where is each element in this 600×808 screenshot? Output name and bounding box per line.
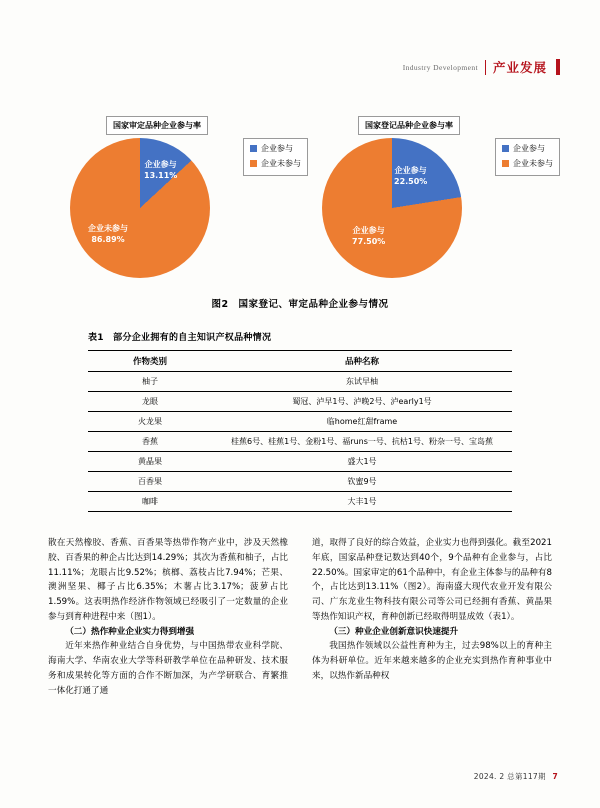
table-cell-variety: 蜀冠、泸早1号、泸晚2号、泸early1号	[212, 392, 512, 412]
table-row	[88, 412, 512, 432]
table-cell-variety: 东试早柚	[212, 372, 512, 392]
paragraph: 道，取得了良好的综合效益，企业实力也得到强化。截至2021年底，国家品种登记数达到40个，9个品种有企业参与，占比22.50%。国家审定的61个品种中，有企业主体参与的品种有8个，占比达到13.11%（图2）。海南盛大现代农业开发有限公司、广东龙业生物科技有限公司等公司已经拥有香蕉、黄晶果等热作知识产权，育种创新已经取得明显成效（表1）。	[312, 538, 552, 622]
page-header	[403, 58, 560, 76]
legend-item-nonparticipating-2	[502, 158, 553, 169]
table-row	[88, 432, 512, 452]
pie-left	[70, 138, 210, 278]
table-cell-category: 香蕉	[88, 432, 212, 452]
table-row	[88, 452, 512, 472]
legend-item-participating-2	[502, 143, 553, 154]
table-row	[88, 472, 512, 492]
pie-right-slice-label-participating: 企业参与 22.50%	[394, 166, 428, 186]
legend-left	[243, 138, 308, 176]
legend-swatch-orange-icon	[502, 160, 509, 167]
varieties-table	[88, 350, 512, 512]
table-header-variety: 品种名称	[212, 351, 512, 372]
body-text	[48, 536, 552, 756]
header-divider	[485, 60, 486, 75]
legend-label-participating-2: 企业参与	[513, 144, 545, 153]
table-row	[88, 392, 512, 412]
header-chinese-label: 产业发展	[492, 60, 547, 75]
footer-issue-label: 2024. 2 总第117期	[473, 772, 546, 781]
table-header-category: 作物类别	[88, 351, 212, 372]
legend-label-nonparticipating-2: 企业未参与	[513, 159, 553, 168]
pie-right-slice-label-nonparticipating: 企业参与 77.50%	[352, 226, 386, 246]
page-footer	[474, 771, 558, 782]
table-caption: 表1 部分企业拥有的自主知识产权品种情况	[88, 333, 272, 343]
legend-swatch-blue-icon	[502, 145, 509, 152]
pie-left-slice-label-nonparticipating: 企业未参与 86.89%	[88, 224, 128, 244]
legend-item-nonparticipating	[250, 158, 301, 169]
table-header-row	[88, 351, 512, 372]
chart-title-right: 国家登记品种企业参与率	[358, 116, 460, 135]
pie-left-graphic	[70, 138, 210, 278]
section-heading: （三）种业企业创新意识快速提升	[329, 626, 459, 637]
header-english-label: Industry Development	[402, 62, 478, 72]
table-cell-category: 咖啡	[88, 492, 212, 512]
page-number: 7	[552, 772, 558, 781]
paragraph: 近年来热作种业结合自身优势，与中国热带农业科学院、海南大学、华南农业大学等科研教学单位在品种研发、技术服务和成果转化等方面的合作不断加深，为产学研联合、育繁推一体化打通了通	[48, 641, 288, 696]
table-cell-variety: 临home红甜frame	[212, 412, 512, 432]
table-cell-category: 柚子	[88, 372, 212, 392]
chart-national-registered	[300, 108, 560, 288]
header-accent-bar	[556, 59, 560, 75]
table-cell-category: 龙眼	[88, 392, 212, 412]
legend-swatch-orange-icon	[250, 160, 257, 167]
paragraph: 我国热作领域以公益性育种为主，过去98%以上的育种主体为科研单位。近年来越来越多的企业充实到热作育种事业中来，以热作新品种权	[312, 641, 552, 682]
table-cell-category: 火龙果	[88, 412, 212, 432]
legend-swatch-blue-icon	[250, 145, 257, 152]
pie-right	[322, 138, 462, 278]
table-cell-variety: 桂蕉6号、桂蕉1号、金粉1号、福runs一号、抗枯1号、粉杂一号、宝岛蕉	[212, 432, 512, 452]
table-row	[88, 372, 512, 392]
table-cell-variety: 盛大1号	[212, 452, 512, 472]
legend-right	[495, 138, 560, 176]
legend-label-nonparticipating: 企业未参与	[261, 159, 301, 168]
legend-label-participating: 企业参与	[261, 144, 293, 153]
table-cell-variety: 钦蜜9号	[212, 472, 512, 492]
figure-caption: 图2 国家登记、审定品种企业参与情况	[211, 299, 389, 310]
section-heading: （二）热作种业企业实力得到增强	[65, 626, 195, 637]
table-row	[88, 492, 512, 512]
table-cell-variety: 大丰1号	[212, 492, 512, 512]
figure-2-charts	[0, 108, 600, 288]
body-right-column	[312, 536, 552, 756]
pie-right-graphic	[322, 138, 462, 278]
pie-left-slice-label-participating: 企业参与 13.11%	[144, 160, 178, 180]
body-left-column	[48, 536, 288, 756]
chart-title-left: 国家审定品种企业参与率	[106, 116, 208, 135]
paragraph: 散在天然橡胶、香蕉、百香果等热带作物产业中，涉及天然橡胶、百香果的种企占比达到14.29%；其次为香蕉和柚子，占比11.11%；龙眼占比9.52%；槟榔、荔枝占比7.94%；芒果、澳洲坚果、椰子占比6.35%；木薯占比3.17%；菠萝占比1.59%。这表明热作经济作物领域已经吸引了一定数量的企业参与到育种进程中来（图1）。	[48, 538, 288, 622]
chart-national-approved	[48, 108, 308, 288]
table-cell-category: 百香果	[88, 472, 212, 492]
table-cell-category: 黄晶果	[88, 452, 212, 472]
legend-item-participating	[250, 143, 301, 154]
